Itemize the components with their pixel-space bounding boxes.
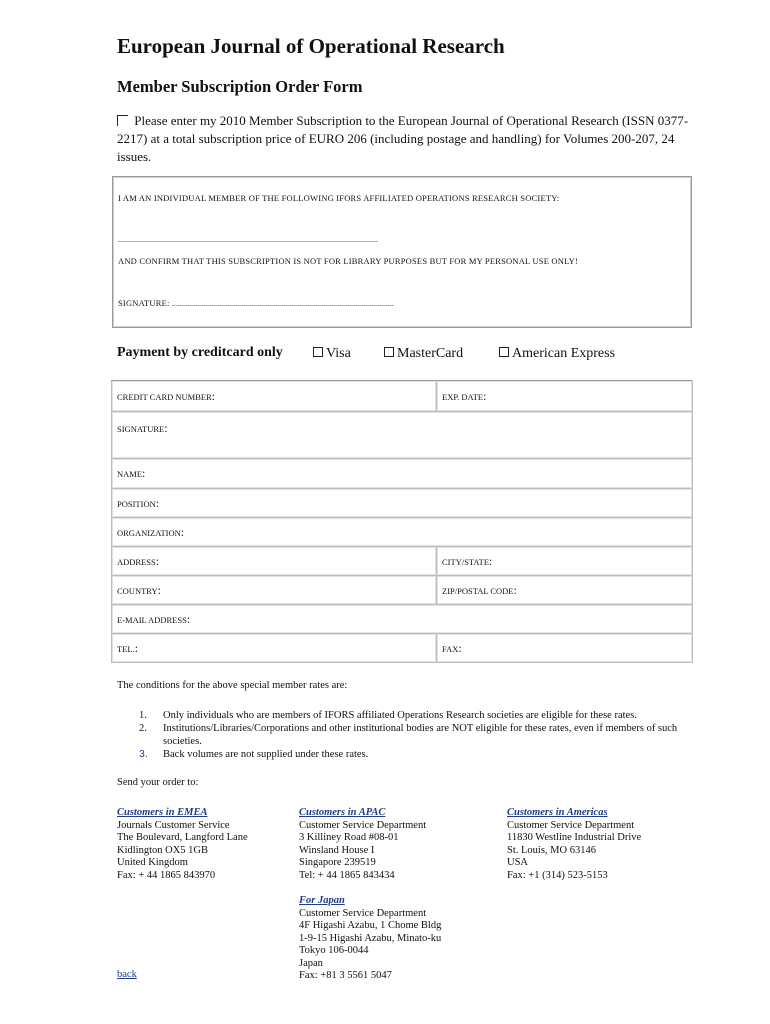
subscription-intro bbox=[117, 112, 707, 166]
payment-label: Payment by creditcard only bbox=[117, 345, 283, 360]
organization-field[interactable]: ORGANIZATION: bbox=[112, 518, 693, 547]
page-title: European Journal of Operational Research bbox=[117, 34, 505, 58]
society-line[interactable]: .................................................................................................................................. bbox=[118, 235, 378, 244]
amex-label: American Express bbox=[512, 346, 616, 361]
back-link[interactable]: back bbox=[117, 969, 137, 980]
payment-details-form bbox=[111, 380, 693, 663]
payment-row bbox=[117, 345, 677, 361]
list-item: 3. Back volumes are not supplied under these rates. bbox=[139, 748, 369, 760]
contact-emea: Customers in EMEA Journals Customer Service The Boulevard, Langford Lane Kidlington OX5 1GB United Kingdom Fax: + 44 1865 843970 bbox=[117, 807, 248, 881]
americas-heading[interactable]: Customers in Americas bbox=[507, 807, 608, 818]
member-signature-line[interactable]: ............................................................................................................... bbox=[171, 299, 394, 308]
amex-option[interactable] bbox=[499, 346, 615, 362]
list-item: 2. Institutions/Libraries/Corporations and other institutional bodies are NOT eligible for these rates, even if members of such societies. bbox=[139, 723, 678, 747]
card-signature-field[interactable]: SIGNATURE: bbox=[112, 412, 693, 459]
conditions-list bbox=[117, 709, 717, 761]
position-field[interactable]: POSITION: bbox=[112, 489, 693, 518]
personal-use-confirmation: AND CONFIRM THAT THIS SUBSCRIPTION IS NOT FOR LIBRARY PURPOSES BUT FOR MY PERSONAL USE ONLY! bbox=[118, 256, 579, 266]
member-signature-row bbox=[118, 298, 438, 308]
contact-apac: Customers in APAC Customer Service Department 3 Killiney Road #08-01 Winsland House I Singapore 239519 Tel: + 44 1865 843434 bbox=[299, 807, 427, 881]
member-declaration-box bbox=[112, 176, 692, 328]
email-field[interactable]: E-MAIL ADDRESS: bbox=[112, 605, 693, 634]
visa-checkbox[interactable] bbox=[313, 347, 323, 357]
country-field[interactable]: COUNTRY: bbox=[112, 576, 437, 605]
japan-heading[interactable]: For Japan bbox=[299, 895, 345, 906]
intro-text: Please enter my 2010 Member Subscription to the European Journal of Operational Research (ISSN 0377-2217) at a total subscription price of EURO 206 (including postage and handling) for Volumes 200-207, 24 issues. bbox=[117, 113, 689, 164]
name-field[interactable]: NAME: bbox=[112, 459, 693, 489]
form-subtitle: Member Subscription Order Form bbox=[117, 77, 363, 96]
mastercard-option[interactable] bbox=[384, 346, 463, 362]
tel-field[interactable]: TEL.: bbox=[112, 634, 437, 663]
zip-field[interactable]: ZIP/POSTAL CODE: bbox=[437, 576, 693, 605]
fax-field[interactable]: FAX: bbox=[437, 634, 693, 663]
emea-heading[interactable]: Customers in EMEA bbox=[117, 807, 208, 818]
apac-heading[interactable]: Customers in APAC bbox=[299, 807, 386, 818]
send-order-label: Send your order to: bbox=[117, 777, 199, 788]
conditions-intro: The conditions for the above special member rates are: bbox=[117, 680, 348, 691]
city-state-field[interactable]: CITY/STATE: bbox=[437, 547, 693, 576]
exp-date-field[interactable]: EXP. DATE: bbox=[437, 381, 693, 412]
card-number-field[interactable]: CREDIT CARD NUMBER: bbox=[112, 381, 437, 412]
visa-label: Visa bbox=[326, 346, 351, 361]
mastercard-checkbox[interactable] bbox=[384, 347, 394, 357]
address-field[interactable]: ADDRESS: bbox=[112, 547, 437, 576]
list-item: 1. Only individuals who are members of IFORS affiliated Operations Research societies are eligible for these rates. bbox=[139, 710, 637, 721]
amex-checkbox[interactable] bbox=[499, 347, 509, 357]
visa-option[interactable] bbox=[313, 346, 351, 362]
member-signature-label: SIGNATURE: bbox=[118, 298, 172, 308]
subscribe-checkbox[interactable] bbox=[117, 115, 128, 126]
contact-japan: For Japan Customer Service Department 4F Higashi Azabu, 1 Chome Bldg 1-9-15 Higashi Azabu, Minato-ku Tokyo 106-0044 Japan Fax: +81 3 5561 5047 bbox=[299, 895, 442, 981]
contact-americas: Customers in Americas Customer Service Department 11830 Westline Industrial Drive St. Louis, MO 63146 USA Fax: +1 (314) 523-5153 bbox=[507, 807, 642, 881]
mastercard-label: MasterCard bbox=[397, 346, 464, 361]
member-declaration: I AM AN INDIVIDUAL MEMBER OF THE FOLLOWING IFORS AFFILIATED OPERATIONS RESEARCH SOCIETY: bbox=[118, 193, 560, 203]
